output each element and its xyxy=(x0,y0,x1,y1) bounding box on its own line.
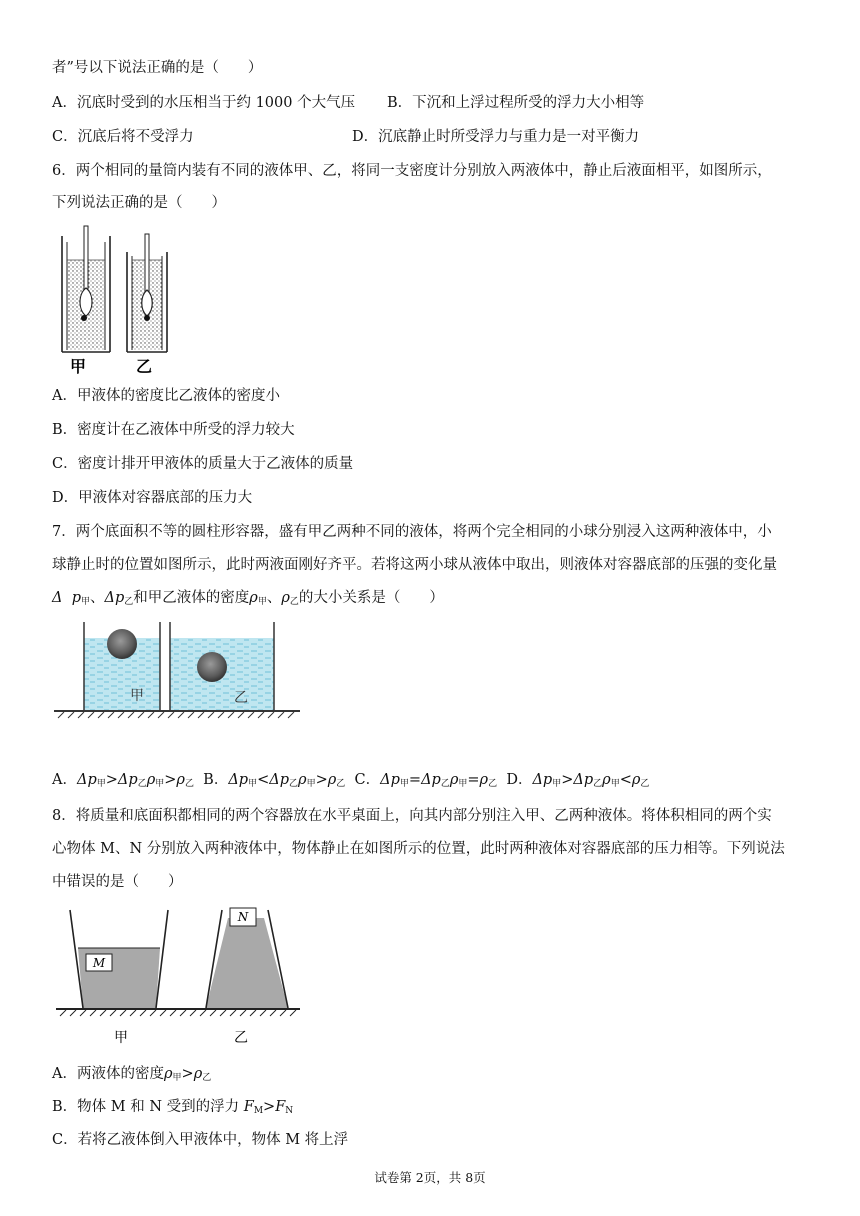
rho: ρ xyxy=(193,1066,203,1082)
op: > xyxy=(105,772,118,788)
q7-option-b xyxy=(203,770,345,794)
cylinder-yi xyxy=(127,234,167,352)
sub: 甲 xyxy=(155,779,165,789)
q6-option-b: B．密度计在乙液体中所受的浮力较大 xyxy=(52,422,295,438)
box-m-label: M xyxy=(92,956,106,970)
sub: 甲 xyxy=(306,779,316,789)
p-symbol: p xyxy=(71,590,81,606)
op: > xyxy=(561,772,574,788)
sub-yi: 乙 xyxy=(124,597,134,607)
rho: ρ xyxy=(449,772,459,788)
op: > xyxy=(181,1066,194,1082)
q6-figure-drawing xyxy=(60,222,170,374)
op: < xyxy=(257,772,270,788)
op: < xyxy=(619,772,632,788)
delta-p-symbol: Δp xyxy=(104,590,125,606)
sub: M xyxy=(253,1106,264,1116)
opt-label: B． xyxy=(203,772,229,788)
opt-text: A．两液体的密度 xyxy=(52,1066,164,1082)
q5-option-d: D．沉底静止时所受浮力与重力是一对平衡力 xyxy=(352,129,640,145)
rho: ρ xyxy=(631,772,641,788)
dp: Δp xyxy=(380,772,400,788)
sub: 乙 xyxy=(202,1073,212,1083)
dp: Δp xyxy=(573,772,594,788)
q7-stem-line2: 球静止时的位置如图所示，此时两液面刚好齐平。若将这两小球从液体中取出，则液体对容器底部的压强的变化量 xyxy=(52,557,777,573)
op: > xyxy=(263,1099,276,1115)
sub: 乙 xyxy=(336,779,346,789)
q7-ball-figure xyxy=(54,620,300,724)
q6-option-a: A．甲液体的密度比乙液体的密度小 xyxy=(52,388,280,404)
q7-option-c xyxy=(355,770,498,794)
sub: 乙 xyxy=(488,779,498,789)
stem-text: 和甲乙液体的密度 xyxy=(133,590,250,606)
q8-option-c: C．若将乙液体倒入甲液体中，物体 M 将上浮 xyxy=(52,1132,349,1148)
sub: 甲 xyxy=(96,779,106,789)
separator: 、 xyxy=(90,590,105,606)
q6-hydrometer-figure xyxy=(60,222,170,374)
rho: ρ xyxy=(146,772,156,788)
opt-label: A． xyxy=(52,772,77,788)
separator-2: 、 xyxy=(266,590,282,606)
q7-label-yi: 乙 xyxy=(234,690,248,706)
sub: 甲 xyxy=(458,779,468,789)
sub: 甲 xyxy=(248,779,258,789)
sub: 乙 xyxy=(440,779,450,789)
dp: Δp xyxy=(117,772,138,788)
q8-option-b xyxy=(52,1097,293,1121)
q8-stem-line3: 中错误的是（ ） xyxy=(52,874,183,890)
q7-options xyxy=(52,770,649,794)
q8-figure-drawing xyxy=(56,902,300,1048)
stem-end: 的大小关系是（ ） xyxy=(298,590,444,606)
opt-text: B．物体 M 和 N 受到的浮力 xyxy=(52,1099,244,1115)
sub-jia: 甲 xyxy=(81,597,91,607)
sub: 乙 xyxy=(137,779,147,789)
rho: ρ xyxy=(479,772,489,788)
box-n-label: N xyxy=(237,910,249,924)
cylinder-jia xyxy=(62,226,110,352)
q6-stem-line2: 下列说法正确的是（ ） xyxy=(52,195,226,211)
sub: 乙 xyxy=(593,779,603,789)
rho: ρ xyxy=(602,772,611,788)
opt-label: C． xyxy=(354,772,381,788)
op: > xyxy=(164,772,177,788)
sub: 乙 xyxy=(184,779,194,789)
q6-label-jia: 甲 xyxy=(70,357,87,374)
q8-stem-line2: 心物体 M、N 分别放入两种液体中，物体静止在如图所示的位置，此时两种液体对容器底部的压力相等。下列说法 xyxy=(52,841,785,857)
dp: Δp xyxy=(228,772,249,788)
delta-symbol: Δ xyxy=(52,590,63,606)
rho: ρ xyxy=(163,1066,173,1082)
sub: 乙 xyxy=(640,779,650,789)
q7-stem-line1: 7．两个底面积不等的圆柱形容器，盛有甲乙两种不同的液体，将两个完全相同的小球分别浸入这两种液体中，小 xyxy=(52,524,772,540)
opt-label: D． xyxy=(506,772,533,788)
q6-stem-line1: 6．两个相同的量筒内装有不同的液体甲、乙，将同一支密度计分别放入两液体中，静止后液面相平，如图所示， xyxy=(52,163,772,179)
q5-option-b: B．下沉和上浮过程所受的浮力大小相等 xyxy=(387,95,645,111)
rho: ρ xyxy=(327,772,337,788)
q7-stem-line3 xyxy=(52,588,444,612)
sub-yi-2: 乙 xyxy=(289,597,299,607)
q8-label-yi: 乙 xyxy=(234,1030,248,1046)
q6-option-c: C．密度计排开甲液体的质量大于乙液体的质量 xyxy=(52,456,354,472)
q7-option-d xyxy=(506,770,649,794)
sub: 甲 xyxy=(172,1073,182,1083)
q8-container-figure xyxy=(56,902,300,1048)
q5-option-a: A．沉底时受到的水压相当于约 1000 个大气压 xyxy=(52,95,356,111)
rho: ρ xyxy=(176,772,185,788)
q5-stem-tail: 者”号以下说法正确的是（ ） xyxy=(52,60,263,76)
dp: Δp xyxy=(421,772,441,788)
q8-option-a xyxy=(52,1064,211,1088)
q8-stem-line1: 8．将质量和底面积都相同的两个容器放在水平桌面上，向其内部分别注入甲、乙两种液体。将体积相同的两个实 xyxy=(52,808,772,824)
dp: Δp xyxy=(269,772,290,788)
sub: N xyxy=(285,1106,294,1116)
op: = xyxy=(408,772,422,788)
dp: Δp xyxy=(532,772,553,788)
q6-label-yi: 乙 xyxy=(136,357,153,374)
ball-yi xyxy=(197,652,227,682)
sub-jia-2: 甲 xyxy=(257,597,267,607)
rho-symbol: ρ xyxy=(249,590,258,606)
q7-figure-drawing xyxy=(54,620,300,724)
sub: 甲 xyxy=(610,779,620,789)
force-symbol: F xyxy=(275,1099,286,1115)
q5-option-c: C．沉底后将不受浮力 xyxy=(52,129,194,145)
op: = xyxy=(467,772,480,788)
rho: ρ xyxy=(298,772,307,788)
dp: Δp xyxy=(76,772,97,788)
rho-symbol-2: ρ xyxy=(281,590,290,606)
sub: 乙 xyxy=(289,779,299,789)
force-symbol: F xyxy=(243,1099,254,1115)
op: > xyxy=(315,772,328,788)
q6-option-d: D．甲液体对容器底部的压力大 xyxy=(52,490,253,506)
q7-option-a xyxy=(52,770,194,794)
page-footer: 试卷第 2页，共 8页 xyxy=(374,1170,486,1185)
q8-label-jia: 甲 xyxy=(114,1030,128,1046)
sub: 甲 xyxy=(399,779,409,789)
q7-label-jia: 甲 xyxy=(130,688,144,704)
ball-jia xyxy=(107,629,137,659)
sub: 甲 xyxy=(552,779,562,789)
